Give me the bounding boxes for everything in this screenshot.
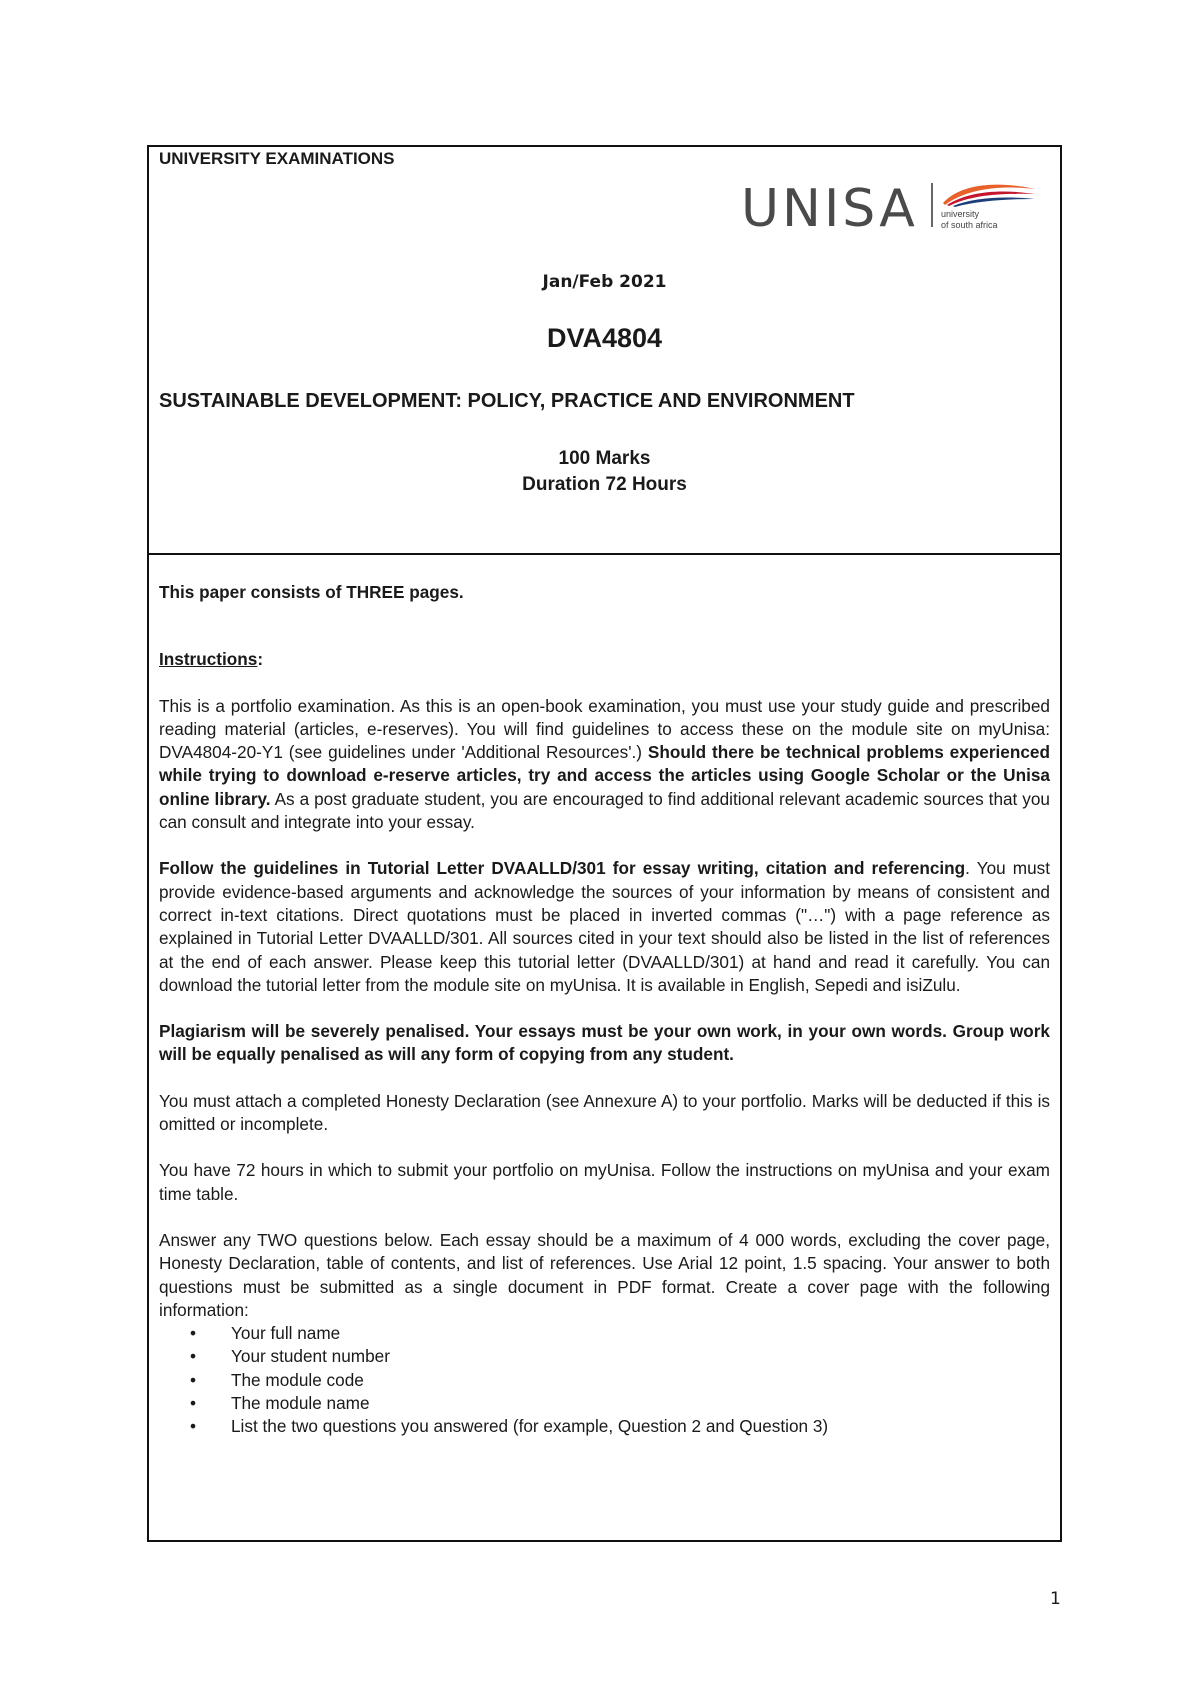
- page-number: 1: [1050, 1589, 1061, 1609]
- instructions-content: [159, 581, 1050, 1439]
- exam-session: Jan/Feb 2021: [542, 272, 667, 292]
- pages-note: This paper consists of THREE pages.: [159, 582, 464, 602]
- logo-swoosh-icon: [939, 179, 1039, 207]
- list-item: • The module code: [231, 1369, 1050, 1392]
- instructions-box: [147, 553, 1062, 1542]
- exam-header-box: [147, 145, 1062, 555]
- list-item: • Your student number: [231, 1345, 1050, 1368]
- logo-divider: [931, 183, 933, 227]
- paragraph-answer-requirements: Answer any TWO questions below. Each essay should be a maximum of 4 000 words, excluding the cover page, Honesty Declaration, table of contents, and list of references. Use Arial 12 point, 1.5 spacing. Your answer to both questions must be submitted as a single document in PDF format. Create a cover page with the following information:: [159, 1229, 1050, 1320]
- paragraph-honesty: You must attach a completed Honesty Declaration (see Annexure A) to your portfolio. Marks will be deducted if this is omitted or incomplete.: [159, 1090, 1050, 1135]
- module-title: SUSTAINABLE DEVELOPMENT: POLICY, PRACTICE AND ENVIRONMENT: [159, 390, 855, 412]
- exam-duration: Duration 72 Hours: [522, 474, 687, 495]
- paragraph-submission: You have 72 hours in which to submit your portfolio on myUnisa. Follow the instructions on myUnisa and your exam time table.: [159, 1160, 1050, 1204]
- paragraph-portfolio: This is a portfolio examination. As this is an open-book examination, you must use your study guide and prescribed reading material (articles, e-reserves). You will find guidelines to access these on the module site on myUnisa: DVA4804-20-Y1 (see guidelines under 'Additional Resources'.) Should there be technical problems experienced while trying to download e-reserve articles, try and access the articles using Google Scholar or the Unisa online library. As a post graduate student, you are encouraged to find additional relevant academic sources that you can consult and integrate into your essay.: [159, 695, 1050, 833]
- paragraph-referencing: Follow the guidelines in Tutorial Letter DVAALLD/301 for essay writing, citation and referencing. You must provide evidence-based arguments and acknowledge the sources of your information by means of consistent and correct in-text citations. Direct quotations must be placed in inverted commas ("…") with a page reference as explained in Tutorial Letter DVAALLD/301. All sources cited in your text should also be listed in the list of references at the end of each answer. Please keep this tutorial letter (DVAALLD/301) at hand and read it carefully. You can download the tutorial letter from the module site on myUnisa. It is available in English, Sepedi and isiZulu.: [159, 858, 1051, 995]
- module-code: DVA4804: [546, 323, 663, 353]
- list-item: • The module name: [231, 1392, 1050, 1415]
- cover-page-list: [159, 1322, 1050, 1438]
- list-item: • List the two questions you answered (for example, Question 2 and Question 3): [231, 1415, 1050, 1438]
- instructions-heading: Instructions:: [159, 649, 264, 670]
- list-item: • Your full name: [231, 1322, 1050, 1345]
- logo-subtitle: university of south africa: [941, 209, 998, 230]
- paragraph-plagiarism: Plagiarism will be severely penalised. Your essays must be your own work, in your own words. Group work will be equally penalised as will any form of copying from any student.: [159, 1021, 1050, 1065]
- exam-type-label: UNIVERSITY EXAMINATIONS: [159, 149, 395, 168]
- logo-wordmark: UNISA: [741, 179, 918, 239]
- unisa-logo: [741, 177, 1041, 239]
- total-marks: 100 Marks: [558, 448, 651, 469]
